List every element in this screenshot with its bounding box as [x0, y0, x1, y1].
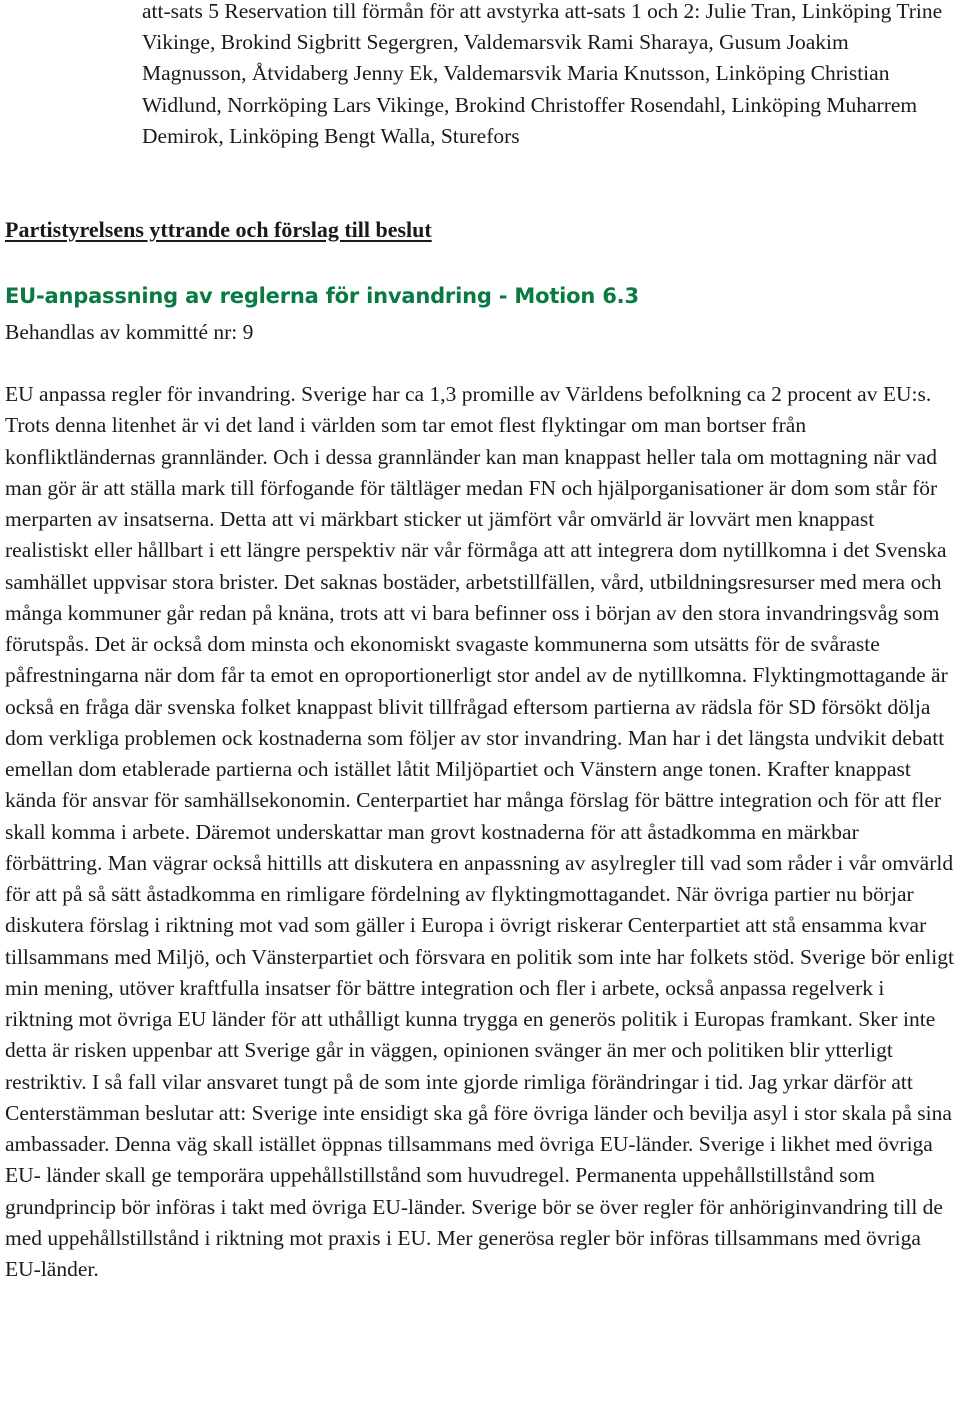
motion-body-text: EU anpassa regler för invandring. Sverige har ca 1,3 promille av Världens befolkning ca 2 procent av EU:s. Trots denna litenhet är vi det land i världen som tar emot flest flyktingar om man bortser från konfliktländernas grannländer. Och i dessa grannländer kan man knappast heller tala om mottagning när vad man gör är att ställa mark till förfogande för tältläger medan FN och hjälporganisationer är dom som står för merparten av insatserna. Detta att vi märkbart sticker ut jämfört vår omvärld är lovvärt men knappast realistiskt eller hållbart i ett längre perspektiv när vår förmåga att att integrera dom nytillkomna i det Svenska samhället uppvisar stora brister. Det saknas bostäder, arbetstillfällen, vård, utbildningsresurser med mera och många kommuner går redan på knäna, trots att vi bara befinner oss i början av den stora invandringsvåg som förutspås. Det är också dom minsta och ekonomiskt svagaste kommunerna som utsätts för de svåraste påfrestningarna när dom får ta emot en oproportionerligt stor andel av de nytillkomna. Flyktingmottagande är också en fråga där svenska folket knappast blivit tillfrågad eftersom partierna av rädsla för SD försökt dölja dom verkliga problemen ock kostnaderna som följer av stor invandring. Man har i det längsta undvikit debatt emellan dom etablerade partierna och istället låtit Miljöpartiet och Vänstern ange tonen. Krafter knappast kända för ansvar för samhällsekonomin. Centerpartiet har många förslag för bättre integration och för att fler skall komma i arbete. Däremot underskattar man grovt kostnaderna för att åstadkomma en märkbar förbättring. Man vägrar också hittills att diskutera en anpassning av asylregler till vad som råder i vår omvärld för att på så sätt åstadkomma en rimligare fördelning av flyktingmottagandet. När övriga partier nu börjar diskutera förslag i riktning mot vad som gäller i Europa i övrigt riskerar Centerpartiet att stå ensamma kvar tillsammans med Miljö, och Vänsterpartiet och försvara en politik som inte har folkets stöd. Sverige bör enligt min mening, utöver kraftfulla insatser för bättre integration och fler i arbete, också anpassa regelverk i riktning mot övriga EU länder för att uthålligt kunna trygga en generös politik i Europas framkant. Sker inte detta är risken uppenbar att Sverige går in väggen, opinionen svänger än mer och politiken blir ytterligt restriktiv. I så fall vilar ansvaret tungt på de som inte gjorde rimliga förändringar i tid. Jag yrkar därför att Centerstämman beslutar att: Sverige inte ensidigt ska gå före övriga länder och bevilja asyl i stor skala på sina ambassader. Denna väg skall istället öppnas tillsammans med övriga EU-länder. Sverige i likhet med övriga EU- länder skall ge temporära uppehållstillstånd som huvudregel. Permanenta uppehållstillstånd som grundprincip bör införas i takt med övriga EU-länder. Sverige bör se över regler för anhöriginvandring till de med uppehållstillstånd i riktning mot praxis i EU. Mer generösa regler bör införas tillsammans med övriga EU-länder.: [5, 382, 954, 1281]
motion-title: EU-anpassning av reglerna för invandring - Motion 6.3: [5, 284, 639, 308]
reservation-signers-paragraph: att-sats 5 Reservation till förmån för att avstyrka att-sats 1 och 2: Julie Tran, Linköping Trine Vikinge, Brokind Sigbritt Segergren, Valdemarsvik Rami Sharaya, Gusum Joakim Magnusson, Åtvidaberg Jenny Ek, Valdemarsvik Maria Knutsson, Linköping Christian Widlund, Norrköping Lars Vikinge, Brokind Christoffer Rosendahl, Linköping Muharrem Demirok, Linköping Bengt Walla, Sturefors: [142, 0, 943, 148]
section-heading: Partistyrelsens yttrande och förslag till beslut: [5, 217, 432, 242]
committee-info: Behandlas av kommitté nr: 9: [5, 320, 254, 344]
